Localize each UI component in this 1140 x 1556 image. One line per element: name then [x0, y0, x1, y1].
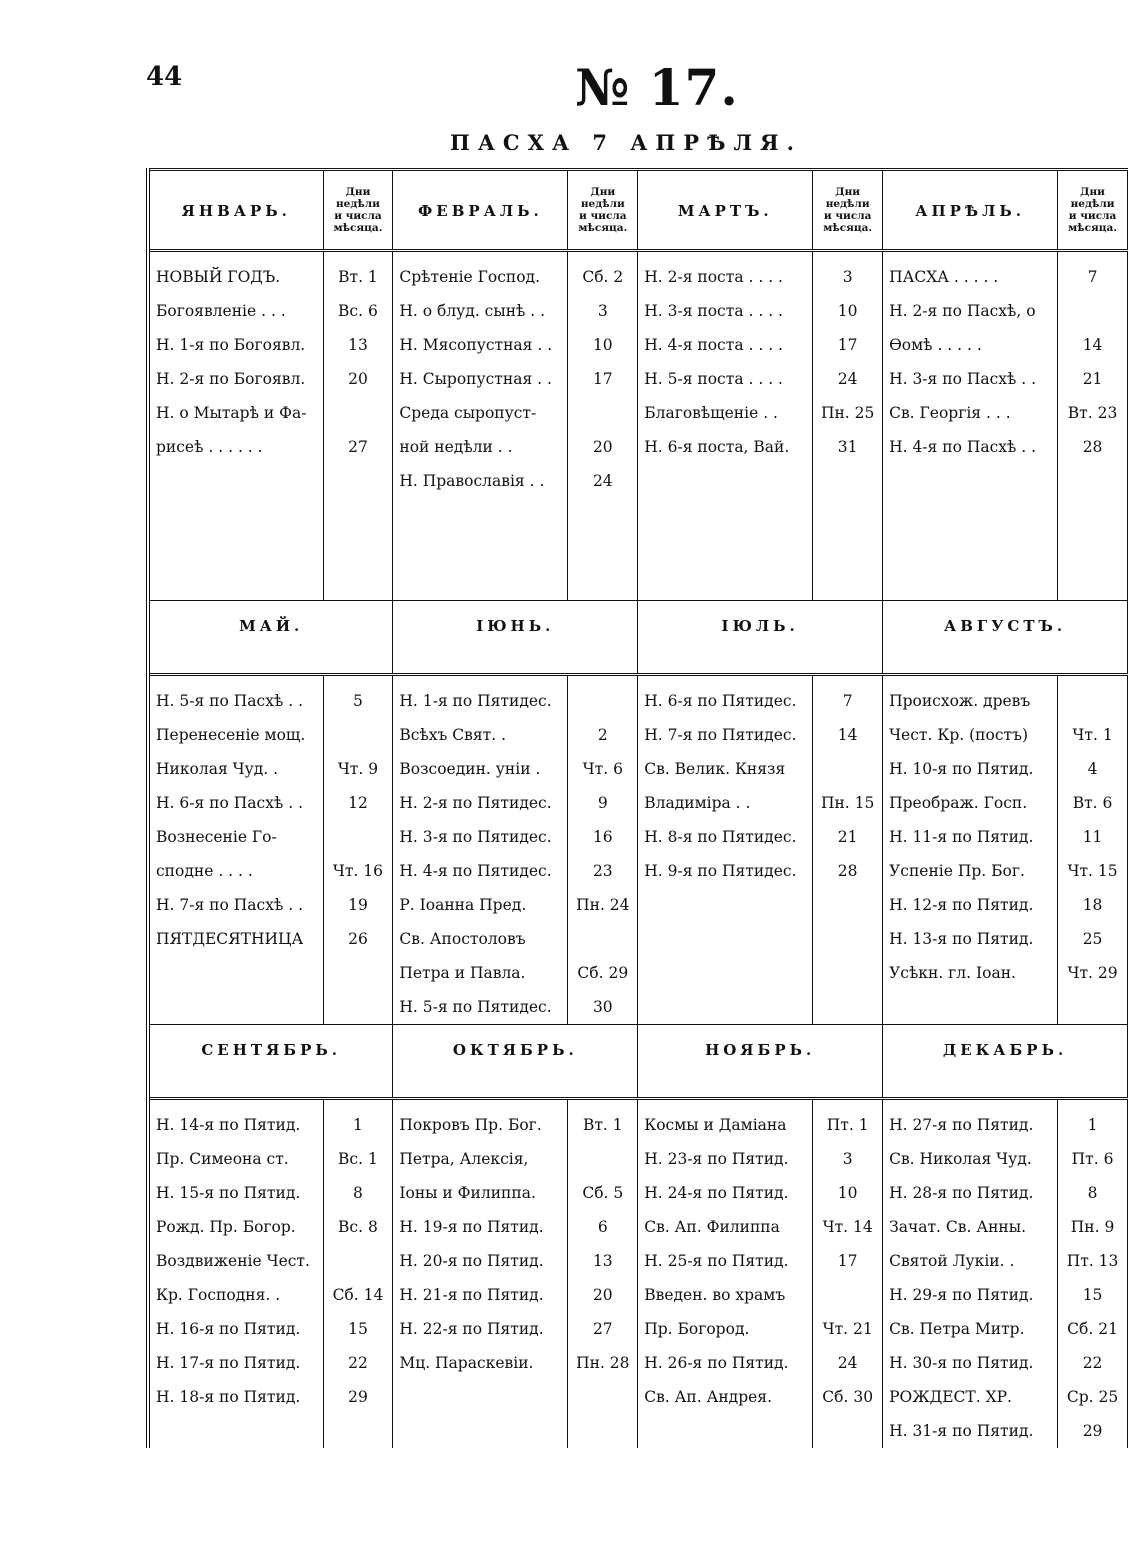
- feast-day: 27: [592, 1320, 613, 1338]
- month-name: ЯНВАРЬ.: [181, 201, 291, 220]
- month-header-row: [148, 601, 1128, 675]
- feast-day: 22: [348, 1354, 368, 1372]
- feast-name: Введен. во храмъ: [644, 1286, 786, 1304]
- feast-name: Н. 2-я поста . . . .: [644, 268, 783, 286]
- feast-name: Мц. Параскевіи.: [399, 1354, 534, 1372]
- feast-day: [1058, 684, 1127, 718]
- feast-names-cell: [148, 675, 323, 1025]
- month-name: СЕНТЯБРЬ.: [201, 1041, 341, 1059]
- feast-day: 14: [837, 726, 858, 744]
- month-name: АПРѢЛЬ.: [915, 201, 1025, 220]
- feast-day: 30: [592, 998, 613, 1016]
- feast-name: Н. 29-я по Пятид.: [889, 1286, 1034, 1304]
- feast-day: 28: [837, 862, 858, 880]
- feast-name: Н. 31-я по Пятид.: [889, 1422, 1034, 1440]
- feast-name: Н. 2-я по Богоявл.: [156, 370, 306, 388]
- feast-name: Н. 5-я по Пасхѣ . .: [156, 692, 304, 710]
- feast-day: 27: [348, 438, 368, 456]
- feast-days-cell: [813, 1099, 883, 1449]
- feast-name: Н. о Мытарѣ и Фа-: [156, 404, 307, 422]
- feast-days-cell: [1058, 251, 1128, 601]
- feast-days-cell: [323, 251, 393, 601]
- feast-name: Вознесеніе Го-: [156, 828, 277, 846]
- feast-name: Н. 4-я поста . . . .: [644, 336, 783, 354]
- feast-name: Пр. Симеона ст.: [156, 1150, 289, 1168]
- feast-name: Н. 1-я по Пятидес.: [399, 692, 552, 710]
- feast-day: Сб. 30: [822, 1388, 874, 1406]
- feast-day: Вт. 6: [1072, 794, 1113, 812]
- days-header-line: мѣсяца.: [1068, 222, 1117, 234]
- feast-name: Н. 5-я поста . . . .: [644, 370, 783, 388]
- feast-name: Н. 14-я по Пятид.: [156, 1116, 301, 1134]
- month-header: [148, 1025, 393, 1099]
- feast-day: [568, 684, 637, 718]
- feast-day: 17: [837, 1252, 858, 1270]
- month-header: [148, 601, 393, 675]
- feast-names-cell: [883, 251, 1058, 601]
- feast-name: Срѣтеніе Господ.: [399, 268, 541, 286]
- feast-day: [813, 752, 882, 786]
- feast-name: Святой Лукіи. .: [889, 1252, 1015, 1270]
- days-header-line: и числа: [579, 210, 627, 222]
- feast-name: Н. 28-я по Пятид.: [889, 1184, 1034, 1202]
- days-column-header: [568, 170, 638, 251]
- feast-day: Пн. 15: [820, 794, 875, 812]
- feast-name: Богоявленіе . . .: [156, 302, 286, 320]
- feast-name: Н. 6-я по Пятидес.: [644, 692, 797, 710]
- feast-name: Петра и Павла.: [399, 964, 526, 982]
- feast-name: Н. 1-я по Богоявл.: [156, 336, 306, 354]
- month-header: [883, 170, 1058, 251]
- feast-name: ПАСХА . . . . .: [889, 268, 999, 286]
- feast-day: Вс. 1: [338, 1150, 378, 1168]
- feast-day: Сб. 29: [577, 964, 629, 982]
- feast-day: 19: [348, 896, 368, 914]
- feast-days-cell: [323, 1099, 393, 1449]
- feast-days-cell: [1058, 1099, 1128, 1449]
- feast-names-cell: [638, 251, 813, 601]
- feast-name: Н. 7-я по Пасхѣ . .: [156, 896, 304, 914]
- month-header: [638, 601, 883, 675]
- feast-day: 12: [348, 794, 368, 812]
- feast-day: 6: [597, 1218, 608, 1236]
- feast-day: Сб. 5: [582, 1184, 624, 1202]
- feast-day: Пн. 25: [820, 404, 875, 422]
- feast-day: Пн. 24: [576, 896, 630, 914]
- month-name: ДЕКАБРЬ.: [942, 1041, 1068, 1059]
- feast-day: Пн. 28: [576, 1354, 630, 1372]
- month-name: МАРТЪ.: [677, 201, 773, 220]
- feast-name: Н. 6-я поста, Вай.: [644, 438, 790, 456]
- days-header-line: мѣсяца.: [578, 222, 628, 234]
- feast-day: 20: [592, 438, 613, 456]
- feast-days-cell: [568, 675, 638, 1025]
- month-header: [638, 1025, 883, 1099]
- feast-day: 1: [1087, 1116, 1098, 1134]
- feast-names-cell: [883, 675, 1058, 1025]
- month-entries-row: [148, 1099, 1128, 1449]
- month-entries-row: [148, 675, 1128, 1025]
- feast-days-cell: [568, 1099, 638, 1449]
- feast-names-cell: [883, 1099, 1058, 1449]
- feast-day: 10: [837, 1184, 858, 1202]
- feast-day: 15: [1082, 1286, 1103, 1304]
- feast-days-cell: [568, 251, 638, 601]
- feast-day: 5: [353, 692, 363, 710]
- feast-day: 24: [837, 370, 858, 388]
- feast-day: [813, 1278, 882, 1312]
- feast-day: 24: [837, 1354, 858, 1372]
- feast-name: НОВЫЙ ГОДЪ.: [156, 268, 281, 286]
- feast-name: Н. 12-я по Пятид.: [889, 896, 1034, 914]
- feast-name: Н. 18-я по Пятид.: [156, 1388, 301, 1406]
- days-column-header: [1058, 170, 1128, 251]
- page-number: 44: [146, 62, 183, 92]
- feast-day: [324, 1244, 393, 1278]
- feast-names-cell: [638, 1099, 813, 1449]
- feast-day: Пт. 1: [826, 1116, 869, 1134]
- feast-day: Сб. 14: [332, 1286, 384, 1304]
- feast-name: Николая Чуд. .: [156, 760, 279, 778]
- feast-name: Кр. Господня. .: [156, 1286, 281, 1304]
- days-header-line: недѣли: [580, 198, 625, 210]
- feast-days-cell: [1058, 675, 1128, 1025]
- feast-day: Вс. 8: [338, 1218, 378, 1236]
- days-header-line: и числа: [334, 210, 382, 222]
- feast-name: Н. 11-я по Пятид.: [889, 828, 1034, 846]
- days-header-line: недѣли: [825, 198, 870, 210]
- easter-date-subtitle: ПАСХА 7 АПРѢЛЯ.: [450, 130, 802, 155]
- feast-days-cell: [813, 251, 883, 601]
- days-header-line: Дни: [590, 186, 616, 198]
- feast-days-cell: [323, 675, 393, 1025]
- feast-names-cell: [148, 251, 323, 601]
- days-column-header: [323, 170, 393, 251]
- feast-name: Н. 15-я по Пятид.: [156, 1184, 301, 1202]
- feast-day: [568, 922, 637, 956]
- feast-name: Н. 10-я по Пятид.: [889, 760, 1034, 778]
- feast-name: сподне . . . .: [156, 862, 253, 880]
- feast-day: 31: [837, 438, 858, 456]
- days-header-line: Дни: [345, 186, 371, 198]
- feast-name: Воздвиженіе Чест.: [156, 1252, 310, 1270]
- feast-name: Н. 2-я по Пасхѣ, о: [889, 302, 1036, 320]
- feast-day: 3: [842, 1150, 853, 1168]
- feast-name: Н. Православія . .: [399, 472, 545, 490]
- month-entries-row: [148, 251, 1128, 601]
- feast-name: Зачат. Св. Анны.: [889, 1218, 1026, 1236]
- month-header: [883, 601, 1128, 675]
- feast-name: Н. 3-я по Пятидес.: [399, 828, 552, 846]
- feast-day: Вт. 1: [338, 268, 378, 286]
- feast-day: 29: [348, 1388, 368, 1406]
- feast-day: 9: [597, 794, 608, 812]
- feast-name: Космы и Даміана: [644, 1116, 787, 1134]
- feast-day: Вс. 6: [338, 302, 378, 320]
- days-column-header: [813, 170, 883, 251]
- days-header-text: [813, 186, 882, 234]
- feast-day: [568, 396, 637, 430]
- feast-day: Сб. 2: [582, 268, 624, 286]
- feast-name: Чест. Кр. (постъ): [889, 726, 1028, 744]
- feast-name: Преображ. Госп.: [889, 794, 1028, 812]
- month-header: [393, 170, 568, 251]
- feast-name: Петра, Алексія,: [399, 1150, 529, 1168]
- days-header-line: Дни: [1080, 186, 1105, 198]
- feast-day: 13: [348, 336, 368, 354]
- month-name: АВГУСТЪ.: [943, 617, 1067, 635]
- month-header-row: [148, 1025, 1128, 1099]
- feast-day: 17: [837, 336, 858, 354]
- feast-name: Св. Ап. Филиппа: [644, 1218, 780, 1236]
- feast-name: Владиміра . .: [644, 794, 751, 812]
- days-header-text: [324, 186, 393, 234]
- feast-names-cell: [148, 1099, 323, 1449]
- feast-day: Чт. 29: [1067, 964, 1118, 982]
- month-header: [393, 601, 638, 675]
- feast-name: Н. 21-я по Пятид.: [399, 1286, 544, 1304]
- feast-name: Р. Іоанна Пред.: [399, 896, 527, 914]
- feast-name: Н. 13-я по Пятид.: [889, 930, 1034, 948]
- feast-name: Н. 25-я по Пятид.: [644, 1252, 789, 1270]
- feast-day: 14: [1082, 336, 1103, 354]
- feast-name: Н. 4-я по Пятидес.: [399, 862, 552, 880]
- feast-name: Н. 16-я по Пятид.: [156, 1320, 301, 1338]
- feast-day: 29: [1082, 1422, 1103, 1440]
- feast-days-cell: [813, 675, 883, 1025]
- days-header-line: мѣсяца.: [333, 222, 383, 234]
- month-header: [148, 170, 323, 251]
- feast-name: Н. 17-я по Пятид.: [156, 1354, 301, 1372]
- feast-day: Пт. 6: [1071, 1150, 1114, 1168]
- feast-name: Всѣхъ Свят. .: [399, 726, 507, 744]
- feast-day: 10: [592, 336, 613, 354]
- feast-day: [568, 1142, 637, 1176]
- feast-name: Н. 3-я поста . . . .: [644, 302, 783, 320]
- feast-day: 28: [1082, 438, 1103, 456]
- feast-day: Чт. 9: [337, 760, 379, 778]
- month-name: МАЙ.: [239, 617, 304, 635]
- days-header-line: недѣли: [1070, 198, 1115, 210]
- feast-name: Н. 30-я по Пятид.: [889, 1354, 1034, 1372]
- feast-name: Н. 6-я по Пасхѣ . .: [156, 794, 304, 812]
- feast-day: Чт. 1: [1072, 726, 1113, 744]
- feast-day: 18: [1082, 896, 1103, 914]
- feast-name: Св. Велик. Князя: [644, 760, 786, 778]
- feast-name: Рожд. Пр. Богор.: [156, 1218, 296, 1236]
- feast-name: Среда сыропуст-: [399, 404, 537, 422]
- feast-names-cell: [393, 251, 568, 601]
- feast-day: [1058, 294, 1127, 328]
- feast-day: 20: [348, 370, 368, 388]
- feast-day: [324, 820, 393, 854]
- feast-name: Происхож. древъ: [889, 692, 1031, 710]
- feast-day: 11: [1082, 828, 1103, 846]
- calendar-table-frame: [146, 168, 1140, 1440]
- feast-day: [324, 718, 393, 752]
- feast-day: [324, 396, 393, 430]
- feast-day: 8: [1087, 1184, 1098, 1202]
- feast-name: Н. 19-я по Пятид.: [399, 1218, 544, 1236]
- month-header: [638, 170, 813, 251]
- calendar-number: № 17.: [575, 58, 739, 117]
- days-header-text: [1058, 186, 1127, 234]
- feast-name: Покровъ Пр. Бог.: [399, 1116, 542, 1134]
- feast-day: Чт. 21: [822, 1320, 873, 1338]
- feast-name: ной недѣли . .: [399, 438, 513, 456]
- feast-name: Н. о блуд. сынѣ . .: [399, 302, 546, 320]
- feast-day: 26: [348, 930, 368, 948]
- feast-name: Іоны и Филиппа.: [399, 1184, 536, 1202]
- days-header-line: и числа: [823, 210, 872, 222]
- month-name: ФЕВРАЛЬ.: [418, 201, 543, 220]
- feast-name: Н. 27-я по Пятид.: [889, 1116, 1034, 1134]
- feast-day: 22: [1082, 1354, 1103, 1372]
- feast-name: Ѳомѣ . . . . .: [889, 336, 982, 354]
- feast-name: Н. Мясопустная . .: [399, 336, 553, 354]
- feast-name: Н. 20-я по Пятид.: [399, 1252, 544, 1270]
- feast-day: 1: [353, 1116, 363, 1134]
- feast-name: рисеѣ . . . . . .: [156, 438, 263, 456]
- month-header-row: [148, 170, 1128, 251]
- feast-names-cell: [393, 675, 568, 1025]
- feast-day: 3: [842, 268, 853, 286]
- feast-name: Н. 26-я по Пятид.: [644, 1354, 789, 1372]
- month-name: НОЯБРЬ.: [705, 1041, 816, 1059]
- days-header-line: и числа: [1068, 210, 1117, 222]
- feast-day: Чт. 14: [822, 1218, 873, 1236]
- feast-name: РОЖДЕСТ. ХР.: [889, 1388, 1012, 1406]
- feast-day: 23: [592, 862, 613, 880]
- feast-day: Сб. 21: [1067, 1320, 1118, 1338]
- month-name: ІЮНЬ.: [476, 617, 555, 635]
- feast-name: Н. Сыропустная . .: [399, 370, 552, 388]
- feast-name: Н. 3-я по Пасхѣ . .: [889, 370, 1037, 388]
- month-header: [883, 1025, 1128, 1099]
- feast-name: Св. Георгія . . .: [889, 404, 1011, 422]
- month-name: ОКТЯБРЬ.: [452, 1041, 578, 1059]
- feast-name: Пр. Богород.: [644, 1320, 750, 1338]
- feast-name: Св. Ап. Андрея.: [644, 1388, 772, 1406]
- feast-day: 16: [592, 828, 613, 846]
- feast-name: Св. Петра Митр.: [889, 1320, 1025, 1338]
- feast-day: 24: [592, 472, 613, 490]
- feast-names-cell: [638, 675, 813, 1025]
- feast-name: Н. 5-я по Пятидес.: [399, 998, 552, 1016]
- feast-name: Благовѣщеніе . .: [644, 404, 778, 422]
- month-name: ІЮЛЬ.: [721, 617, 799, 635]
- feast-name: Н. 8-я по Пятидес.: [644, 828, 797, 846]
- feast-day: Пн. 9: [1070, 1218, 1115, 1236]
- feast-day: 21: [1082, 370, 1103, 388]
- days-header-line: мѣсяца.: [823, 222, 873, 234]
- calendar-table: [146, 168, 1128, 1448]
- feast-name: Н. 23-я по Пятид.: [644, 1150, 789, 1168]
- feast-name: Н. 2-я по Пятидес.: [399, 794, 552, 812]
- days-header-line: Дни: [835, 186, 861, 198]
- feast-day: Чт. 16: [332, 862, 384, 880]
- feast-day: 20: [592, 1286, 613, 1304]
- feast-day: 7: [842, 692, 853, 710]
- feast-name: Усѣкн. гл. Іоан.: [889, 964, 1016, 982]
- feast-day: Вт. 23: [1067, 404, 1118, 422]
- feast-name: Н. 9-я по Пятидес.: [644, 862, 797, 880]
- feast-day: Чт. 6: [582, 760, 623, 778]
- feast-day: 3: [597, 302, 608, 320]
- feast-name: Возсоедин. уніи .: [399, 760, 541, 778]
- feast-day: Ср. 25: [1066, 1388, 1119, 1406]
- feast-name: ПЯТДЕСЯТНИЦА: [156, 930, 304, 948]
- feast-day: 17: [592, 370, 613, 388]
- feast-day: Вт. 1: [582, 1116, 623, 1134]
- feast-names-cell: [393, 1099, 568, 1449]
- feast-name: Св. Николая Чуд.: [889, 1150, 1032, 1168]
- feast-name: Н. 7-я по Пятидес.: [644, 726, 797, 744]
- feast-name: Св. Апостоловъ: [399, 930, 526, 948]
- feast-day: Чт. 15: [1067, 862, 1118, 880]
- feast-day: 4: [1087, 760, 1098, 778]
- feast-name: Успеніе Пр. Бог.: [889, 862, 1025, 880]
- feast-day: 8: [353, 1184, 363, 1202]
- feast-name: Н. 22-я по Пятид.: [399, 1320, 544, 1338]
- feast-name: Н. 24-я по Пятид.: [644, 1184, 789, 1202]
- days-header-text: [568, 186, 637, 234]
- feast-day: 10: [837, 302, 858, 320]
- feast-day: Пт. 13: [1066, 1252, 1119, 1270]
- feast-day: 15: [348, 1320, 368, 1338]
- month-header: [393, 1025, 638, 1099]
- feast-name: Н. 4-я по Пасхѣ . .: [889, 438, 1037, 456]
- feast-day: 25: [1082, 930, 1103, 948]
- feast-day: 7: [1087, 268, 1098, 286]
- feast-day: 21: [837, 828, 858, 846]
- days-header-line: недѣли: [335, 198, 380, 210]
- feast-day: 13: [592, 1252, 613, 1270]
- feast-day: 2: [597, 726, 608, 744]
- feast-name: Перенесеніе мощ.: [156, 726, 306, 744]
